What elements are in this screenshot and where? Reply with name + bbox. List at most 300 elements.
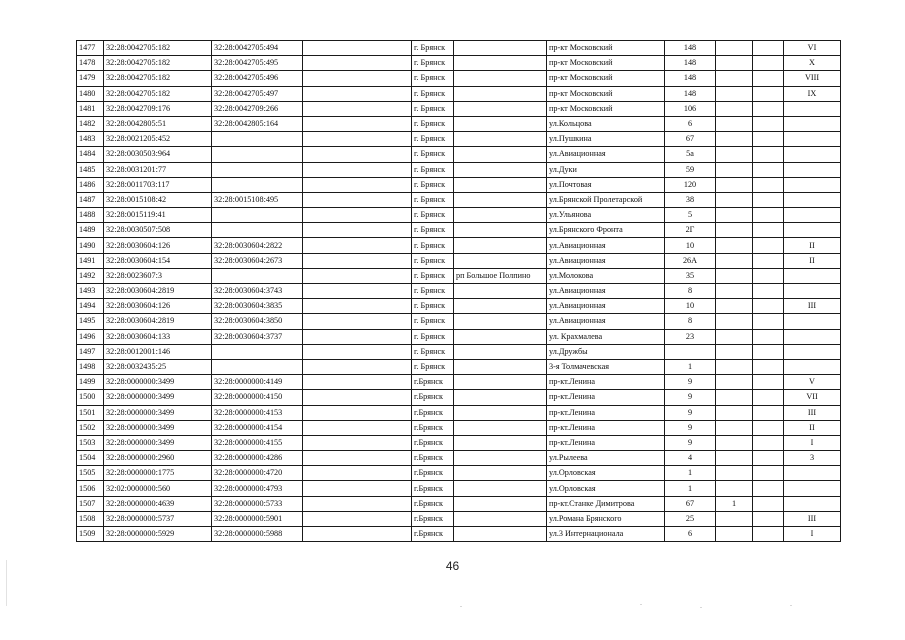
cell-row-number: 1486: [77, 177, 104, 192]
cell-apartment-marker: [753, 284, 784, 299]
cell-blank-column: [303, 192, 412, 207]
cell-object-cadastral-number: 32:28:0030604:3743: [212, 284, 303, 299]
cell-city: г.Брянск: [412, 496, 454, 511]
table-row: [77, 71, 841, 86]
cell-building: [716, 344, 753, 359]
cell-settlement: [454, 192, 547, 207]
cell-object-cadastral-number: 32:28:0030604:2673: [212, 253, 303, 268]
cell-cadastral-number: 32:28:0042805:51: [104, 116, 212, 131]
cell-city: г. Брянск: [412, 41, 454, 56]
cell-blank-column: [303, 375, 412, 390]
cell-room-number: II: [784, 420, 841, 435]
cell-apartment-marker: [753, 390, 784, 405]
cell-room-number: V: [784, 375, 841, 390]
table-row: [77, 420, 841, 435]
cell-city: г. Брянск: [412, 284, 454, 299]
cell-house-number: 35: [665, 268, 716, 283]
cell-row-number: 1496: [77, 329, 104, 344]
cell-city: г. Брянск: [412, 329, 454, 344]
cell-room-number: IX: [784, 86, 841, 101]
cell-blank-column: [303, 208, 412, 223]
cell-street: ул.Авиационная: [547, 299, 665, 314]
cell-settlement: [454, 314, 547, 329]
cell-house-number: 1: [665, 481, 716, 496]
cell-apartment-marker: [753, 208, 784, 223]
cell-city: г.Брянск: [412, 405, 454, 420]
cell-building: [716, 284, 753, 299]
cell-settlement: [454, 71, 547, 86]
cell-blank-column: [303, 496, 412, 511]
cell-room-number: [784, 329, 841, 344]
cell-object-cadastral-number: 32:28:0042705:497: [212, 86, 303, 101]
cell-blank-column: [303, 466, 412, 481]
cell-house-number: 67: [665, 496, 716, 511]
table-row: [77, 41, 841, 56]
table-row: [77, 208, 841, 223]
table-row: [77, 481, 841, 496]
cell-row-number: 1497: [77, 344, 104, 359]
scan-artifact-line: [6, 560, 7, 606]
cell-settlement: [454, 527, 547, 542]
cell-object-cadastral-number: 32:28:0000000:4149: [212, 375, 303, 390]
cell-city: г.Брянск: [412, 390, 454, 405]
cell-blank-column: [303, 268, 412, 283]
cell-street: пр-кт.Ленина: [547, 390, 665, 405]
cell-object-cadastral-number: [212, 177, 303, 192]
cell-blank-column: [303, 223, 412, 238]
cell-row-number: 1495: [77, 314, 104, 329]
cell-street: ул.Почтовая: [547, 177, 665, 192]
cell-street: пр-кт.Ленина: [547, 435, 665, 450]
table-row: [77, 192, 841, 207]
cell-house-number: 10: [665, 238, 716, 253]
cell-room-number: III: [784, 299, 841, 314]
cell-row-number: 1477: [77, 41, 104, 56]
table-row: [77, 299, 841, 314]
table-row: [77, 451, 841, 466]
cell-row-number: 1480: [77, 86, 104, 101]
cell-house-number: 6: [665, 116, 716, 131]
cell-building: [716, 162, 753, 177]
scan-artifact-dot: [640, 604, 642, 605]
cell-row-number: 1487: [77, 192, 104, 207]
cell-room-number: [784, 284, 841, 299]
cell-street: ул.Дружбы: [547, 344, 665, 359]
cell-blank-column: [303, 238, 412, 253]
table-row: [77, 405, 841, 420]
cell-street: ул.Авиационная: [547, 253, 665, 268]
cell-settlement: [454, 116, 547, 131]
cell-city: г.Брянск: [412, 466, 454, 481]
cell-building: [716, 147, 753, 162]
cell-house-number: 148: [665, 71, 716, 86]
cell-house-number: 25: [665, 511, 716, 526]
cell-settlement: [454, 208, 547, 223]
cell-street: ул.Рылеева: [547, 451, 665, 466]
cell-room-number: [784, 162, 841, 177]
table-row: [77, 56, 841, 71]
cell-apartment-marker: [753, 314, 784, 329]
cell-cadastral-number: 32:28:0000000:3499: [104, 435, 212, 450]
cell-street: ул.Пушкина: [547, 132, 665, 147]
cell-street: ул.Орловская: [547, 481, 665, 496]
cell-cadastral-number: 32:02:0000000:560: [104, 481, 212, 496]
cell-cadastral-number: 32:28:0030604:2819: [104, 284, 212, 299]
cell-object-cadastral-number: 32:28:0000000:4154: [212, 420, 303, 435]
cell-cadastral-number: 32:28:0030604:126: [104, 299, 212, 314]
cell-street: 3-я Толмачевская: [547, 359, 665, 374]
cell-room-number: II: [784, 253, 841, 268]
cell-object-cadastral-number: [212, 223, 303, 238]
cell-cadastral-number: 32:28:0030507:508: [104, 223, 212, 238]
cell-object-cadastral-number: 32:28:0000000:4155: [212, 435, 303, 450]
cell-object-cadastral-number: 32:28:0030604:3835: [212, 299, 303, 314]
cell-city: г. Брянск: [412, 56, 454, 71]
cell-building: [716, 314, 753, 329]
cell-building: [716, 238, 753, 253]
cell-room-number: III: [784, 405, 841, 420]
cell-settlement: [454, 223, 547, 238]
cell-room-number: VI: [784, 41, 841, 56]
cell-house-number: 1: [665, 359, 716, 374]
cell-blank-column: [303, 132, 412, 147]
cell-object-cadastral-number: 32:28:0000000:4286: [212, 451, 303, 466]
cell-settlement: [454, 238, 547, 253]
cell-apartment-marker: [753, 101, 784, 116]
cell-settlement: [454, 299, 547, 314]
cell-object-cadastral-number: 32:28:0015108:495: [212, 192, 303, 207]
cell-building: [716, 192, 753, 207]
cell-city: г. Брянск: [412, 253, 454, 268]
cell-apartment-marker: [753, 116, 784, 131]
cell-settlement: [454, 253, 547, 268]
table-row: [77, 223, 841, 238]
cell-street: пр-кт.Ленина: [547, 405, 665, 420]
cell-object-cadastral-number: [212, 268, 303, 283]
cell-house-number: 23: [665, 329, 716, 344]
cell-city: г. Брянск: [412, 359, 454, 374]
cell-house-number: 106: [665, 101, 716, 116]
cell-apartment-marker: [753, 162, 784, 177]
cell-cadastral-number: 32:28:0030604:154: [104, 253, 212, 268]
table-row: [77, 284, 841, 299]
cell-apartment-marker: [753, 329, 784, 344]
cell-street: ул.Кольцова: [547, 116, 665, 131]
table-row: [77, 268, 841, 283]
cell-building: [716, 511, 753, 526]
cell-object-cadastral-number: 32:28:0042805:164: [212, 116, 303, 131]
cell-house-number: 67: [665, 132, 716, 147]
cell-building: [716, 116, 753, 131]
table-row: [77, 101, 841, 116]
cell-street: пр-кт Московский: [547, 56, 665, 71]
cell-apartment-marker: [753, 238, 784, 253]
cell-house-number: 9: [665, 420, 716, 435]
cell-cadastral-number: 32:28:0042705:182: [104, 86, 212, 101]
cell-city: г. Брянск: [412, 192, 454, 207]
cell-blank-column: [303, 420, 412, 435]
table-row: [77, 466, 841, 481]
cell-apartment-marker: [753, 511, 784, 526]
cell-street: пр-кт Московский: [547, 41, 665, 56]
cell-cadastral-number: 32:28:0000000:1775: [104, 466, 212, 481]
cell-room-number: [784, 268, 841, 283]
scan-artifact-dot: [460, 606, 462, 607]
cell-settlement: [454, 420, 547, 435]
cell-blank-column: [303, 177, 412, 192]
cell-cadastral-number: 32:28:0032435:25: [104, 359, 212, 374]
cell-street: ул.Ульянова: [547, 208, 665, 223]
cell-city: г.Брянск: [412, 481, 454, 496]
cell-house-number: 8: [665, 284, 716, 299]
cell-street: ул. Крахмалева: [547, 329, 665, 344]
cell-cadastral-number: 32:28:0000000:3499: [104, 390, 212, 405]
cell-street: ул.Романа Брянского: [547, 511, 665, 526]
cell-house-number: 148: [665, 41, 716, 56]
cell-street: ул.Авиационная: [547, 238, 665, 253]
table-row: [77, 314, 841, 329]
cell-building: [716, 132, 753, 147]
cell-object-cadastral-number: [212, 132, 303, 147]
table-row: [77, 177, 841, 192]
cell-building: [716, 86, 753, 101]
cell-city: г.Брянск: [412, 451, 454, 466]
scan-artifact-dot: [700, 607, 702, 608]
cell-settlement: [454, 177, 547, 192]
cell-building: [716, 435, 753, 450]
cell-building: [716, 101, 753, 116]
cell-blank-column: [303, 299, 412, 314]
cell-room-number: [784, 147, 841, 162]
page-number: 46: [445, 559, 460, 573]
cell-street: пр-кт.Ленина: [547, 420, 665, 435]
table-row: [77, 511, 841, 526]
cell-house-number: 59: [665, 162, 716, 177]
cell-cadastral-number: 32:28:0000000:3499: [104, 420, 212, 435]
cell-building: [716, 527, 753, 542]
cell-settlement: [454, 132, 547, 147]
cell-street: пр-кт Московский: [547, 71, 665, 86]
cell-apartment-marker: [753, 344, 784, 359]
cell-blank-column: [303, 162, 412, 177]
cell-object-cadastral-number: 32:28:0030604:2822: [212, 238, 303, 253]
table-row: [77, 435, 841, 450]
cell-house-number: [665, 344, 716, 359]
table-row: [77, 375, 841, 390]
cell-building: [716, 420, 753, 435]
cell-cadastral-number: 32:28:0021205:452: [104, 132, 212, 147]
cell-building: [716, 405, 753, 420]
cell-blank-column: [303, 284, 412, 299]
cell-building: [716, 223, 753, 238]
cell-blank-column: [303, 147, 412, 162]
cell-blank-column: [303, 390, 412, 405]
cell-building: [716, 177, 753, 192]
cell-object-cadastral-number: 32:28:0042709:266: [212, 101, 303, 116]
cell-cadastral-number: 32:28:0000000:4639: [104, 496, 212, 511]
cell-row-number: 1493: [77, 284, 104, 299]
cell-city: г. Брянск: [412, 268, 454, 283]
cell-city: г.Брянск: [412, 527, 454, 542]
cell-cadastral-number: 32:28:0030503:964: [104, 147, 212, 162]
cell-room-number: [784, 481, 841, 496]
cell-object-cadastral-number: [212, 208, 303, 223]
cell-settlement: рп Большое Полпино: [454, 268, 547, 283]
cell-blank-column: [303, 405, 412, 420]
cell-room-number: [784, 208, 841, 223]
cell-row-number: 1479: [77, 71, 104, 86]
cell-house-number: 1: [665, 466, 716, 481]
cell-blank-column: [303, 481, 412, 496]
cell-object-cadastral-number: 32:28:0000000:4150: [212, 390, 303, 405]
table-row: [77, 359, 841, 374]
cell-row-number: 1503: [77, 435, 104, 450]
cell-cadastral-number: 32:28:0042705:182: [104, 41, 212, 56]
cell-street: ул.Орловская: [547, 466, 665, 481]
table-row: [77, 496, 841, 511]
cell-street: ул.Авиационная: [547, 284, 665, 299]
cell-street: ул.3 Интернационала: [547, 527, 665, 542]
cell-city: г. Брянск: [412, 101, 454, 116]
cell-apartment-marker: [753, 420, 784, 435]
table-row: [77, 344, 841, 359]
cell-settlement: [454, 147, 547, 162]
cell-house-number: 5а: [665, 147, 716, 162]
cell-settlement: [454, 375, 547, 390]
cell-street: ул.Авиационная: [547, 314, 665, 329]
cell-room-number: [784, 101, 841, 116]
cell-city: г.Брянск: [412, 435, 454, 450]
cell-room-number: [784, 223, 841, 238]
cell-row-number: 1501: [77, 405, 104, 420]
cell-object-cadastral-number: [212, 147, 303, 162]
cell-blank-column: [303, 435, 412, 450]
cell-apartment-marker: [753, 177, 784, 192]
cell-city: г.Брянск: [412, 420, 454, 435]
cell-blank-column: [303, 253, 412, 268]
cell-blank-column: [303, 527, 412, 542]
cell-city: г. Брянск: [412, 86, 454, 101]
cell-house-number: 148: [665, 86, 716, 101]
cell-street: ул.Дуки: [547, 162, 665, 177]
cell-cadastral-number: 32:28:0023607:3: [104, 268, 212, 283]
cell-city: г. Брянск: [412, 162, 454, 177]
cell-settlement: [454, 162, 547, 177]
cell-house-number: 4: [665, 451, 716, 466]
cell-room-number: II: [784, 238, 841, 253]
cell-blank-column: [303, 329, 412, 344]
cell-object-cadastral-number: 32:28:0042705:496: [212, 71, 303, 86]
cell-city: г. Брянск: [412, 71, 454, 86]
cell-blank-column: [303, 56, 412, 71]
cell-row-number: 1498: [77, 359, 104, 374]
cell-apartment-marker: [753, 253, 784, 268]
cell-object-cadastral-number: 32:28:0000000:4153: [212, 405, 303, 420]
cell-apartment-marker: [753, 132, 784, 147]
cell-object-cadastral-number: 32:28:0030604:3850: [212, 314, 303, 329]
cell-apartment-marker: [753, 435, 784, 450]
cell-blank-column: [303, 359, 412, 374]
cell-cadastral-number: 32:28:0015108:42: [104, 192, 212, 207]
cell-city: г. Брянск: [412, 177, 454, 192]
cell-object-cadastral-number: 32:28:0000000:4720: [212, 466, 303, 481]
cell-settlement: [454, 451, 547, 466]
cell-building: [716, 41, 753, 56]
cell-row-number: 1488: [77, 208, 104, 223]
cell-row-number: 1507: [77, 496, 104, 511]
property-registry-table: [76, 40, 841, 542]
cell-blank-column: [303, 116, 412, 131]
cell-cadastral-number: 32:28:0012001:146: [104, 344, 212, 359]
table-row: [77, 86, 841, 101]
cell-settlement: [454, 86, 547, 101]
cell-apartment-marker: [753, 71, 784, 86]
cell-apartment-marker: [753, 192, 784, 207]
cell-house-number: 10: [665, 299, 716, 314]
cell-building: [716, 390, 753, 405]
cell-cadastral-number: 32:28:0000000:3499: [104, 405, 212, 420]
cell-city: г. Брянск: [412, 223, 454, 238]
cell-blank-column: [303, 86, 412, 101]
cell-settlement: [454, 511, 547, 526]
cell-row-number: 1504: [77, 451, 104, 466]
cell-apartment-marker: [753, 481, 784, 496]
cell-object-cadastral-number: [212, 359, 303, 374]
cell-building: [716, 451, 753, 466]
cell-row-number: 1482: [77, 116, 104, 131]
cell-apartment-marker: [753, 56, 784, 71]
cell-street: пр-кт Московский: [547, 86, 665, 101]
cell-row-number: 1499: [77, 375, 104, 390]
cell-street: ул.Брянского Фронта: [547, 223, 665, 238]
cell-cadastral-number: 32:28:0000000:2960: [104, 451, 212, 466]
cell-blank-column: [303, 451, 412, 466]
cell-street: ул.Молокова: [547, 268, 665, 283]
cell-row-number: 1502: [77, 420, 104, 435]
cell-city: г. Брянск: [412, 314, 454, 329]
cell-house-number: 26А: [665, 253, 716, 268]
cell-apartment-marker: [753, 496, 784, 511]
cell-row-number: 1491: [77, 253, 104, 268]
cell-cadastral-number: 32:28:0011703:117: [104, 177, 212, 192]
cell-city: г. Брянск: [412, 238, 454, 253]
cell-settlement: [454, 496, 547, 511]
cell-apartment-marker: [753, 359, 784, 374]
cell-street: пр-кт.Станке Димитрова: [547, 496, 665, 511]
cell-house-number: 9: [665, 375, 716, 390]
cell-room-number: [784, 344, 841, 359]
cell-apartment-marker: [753, 527, 784, 542]
table-row: [77, 390, 841, 405]
cell-row-number: 1484: [77, 147, 104, 162]
table-row: [77, 116, 841, 131]
cell-building: [716, 329, 753, 344]
cell-cadastral-number: 32:28:0015119:41: [104, 208, 212, 223]
cell-apartment-marker: [753, 375, 784, 390]
cell-settlement: [454, 56, 547, 71]
cell-apartment-marker: [753, 466, 784, 481]
cell-city: г. Брянск: [412, 132, 454, 147]
registry-body: [77, 41, 841, 542]
cell-blank-column: [303, 344, 412, 359]
table-row: [77, 147, 841, 162]
scan-artifact-dot: [790, 605, 792, 606]
cell-apartment-marker: [753, 41, 784, 56]
cell-blank-column: [303, 41, 412, 56]
cell-room-number: VIII: [784, 71, 841, 86]
cell-object-cadastral-number: 32:28:0000000:4793: [212, 481, 303, 496]
table-row: [77, 527, 841, 542]
